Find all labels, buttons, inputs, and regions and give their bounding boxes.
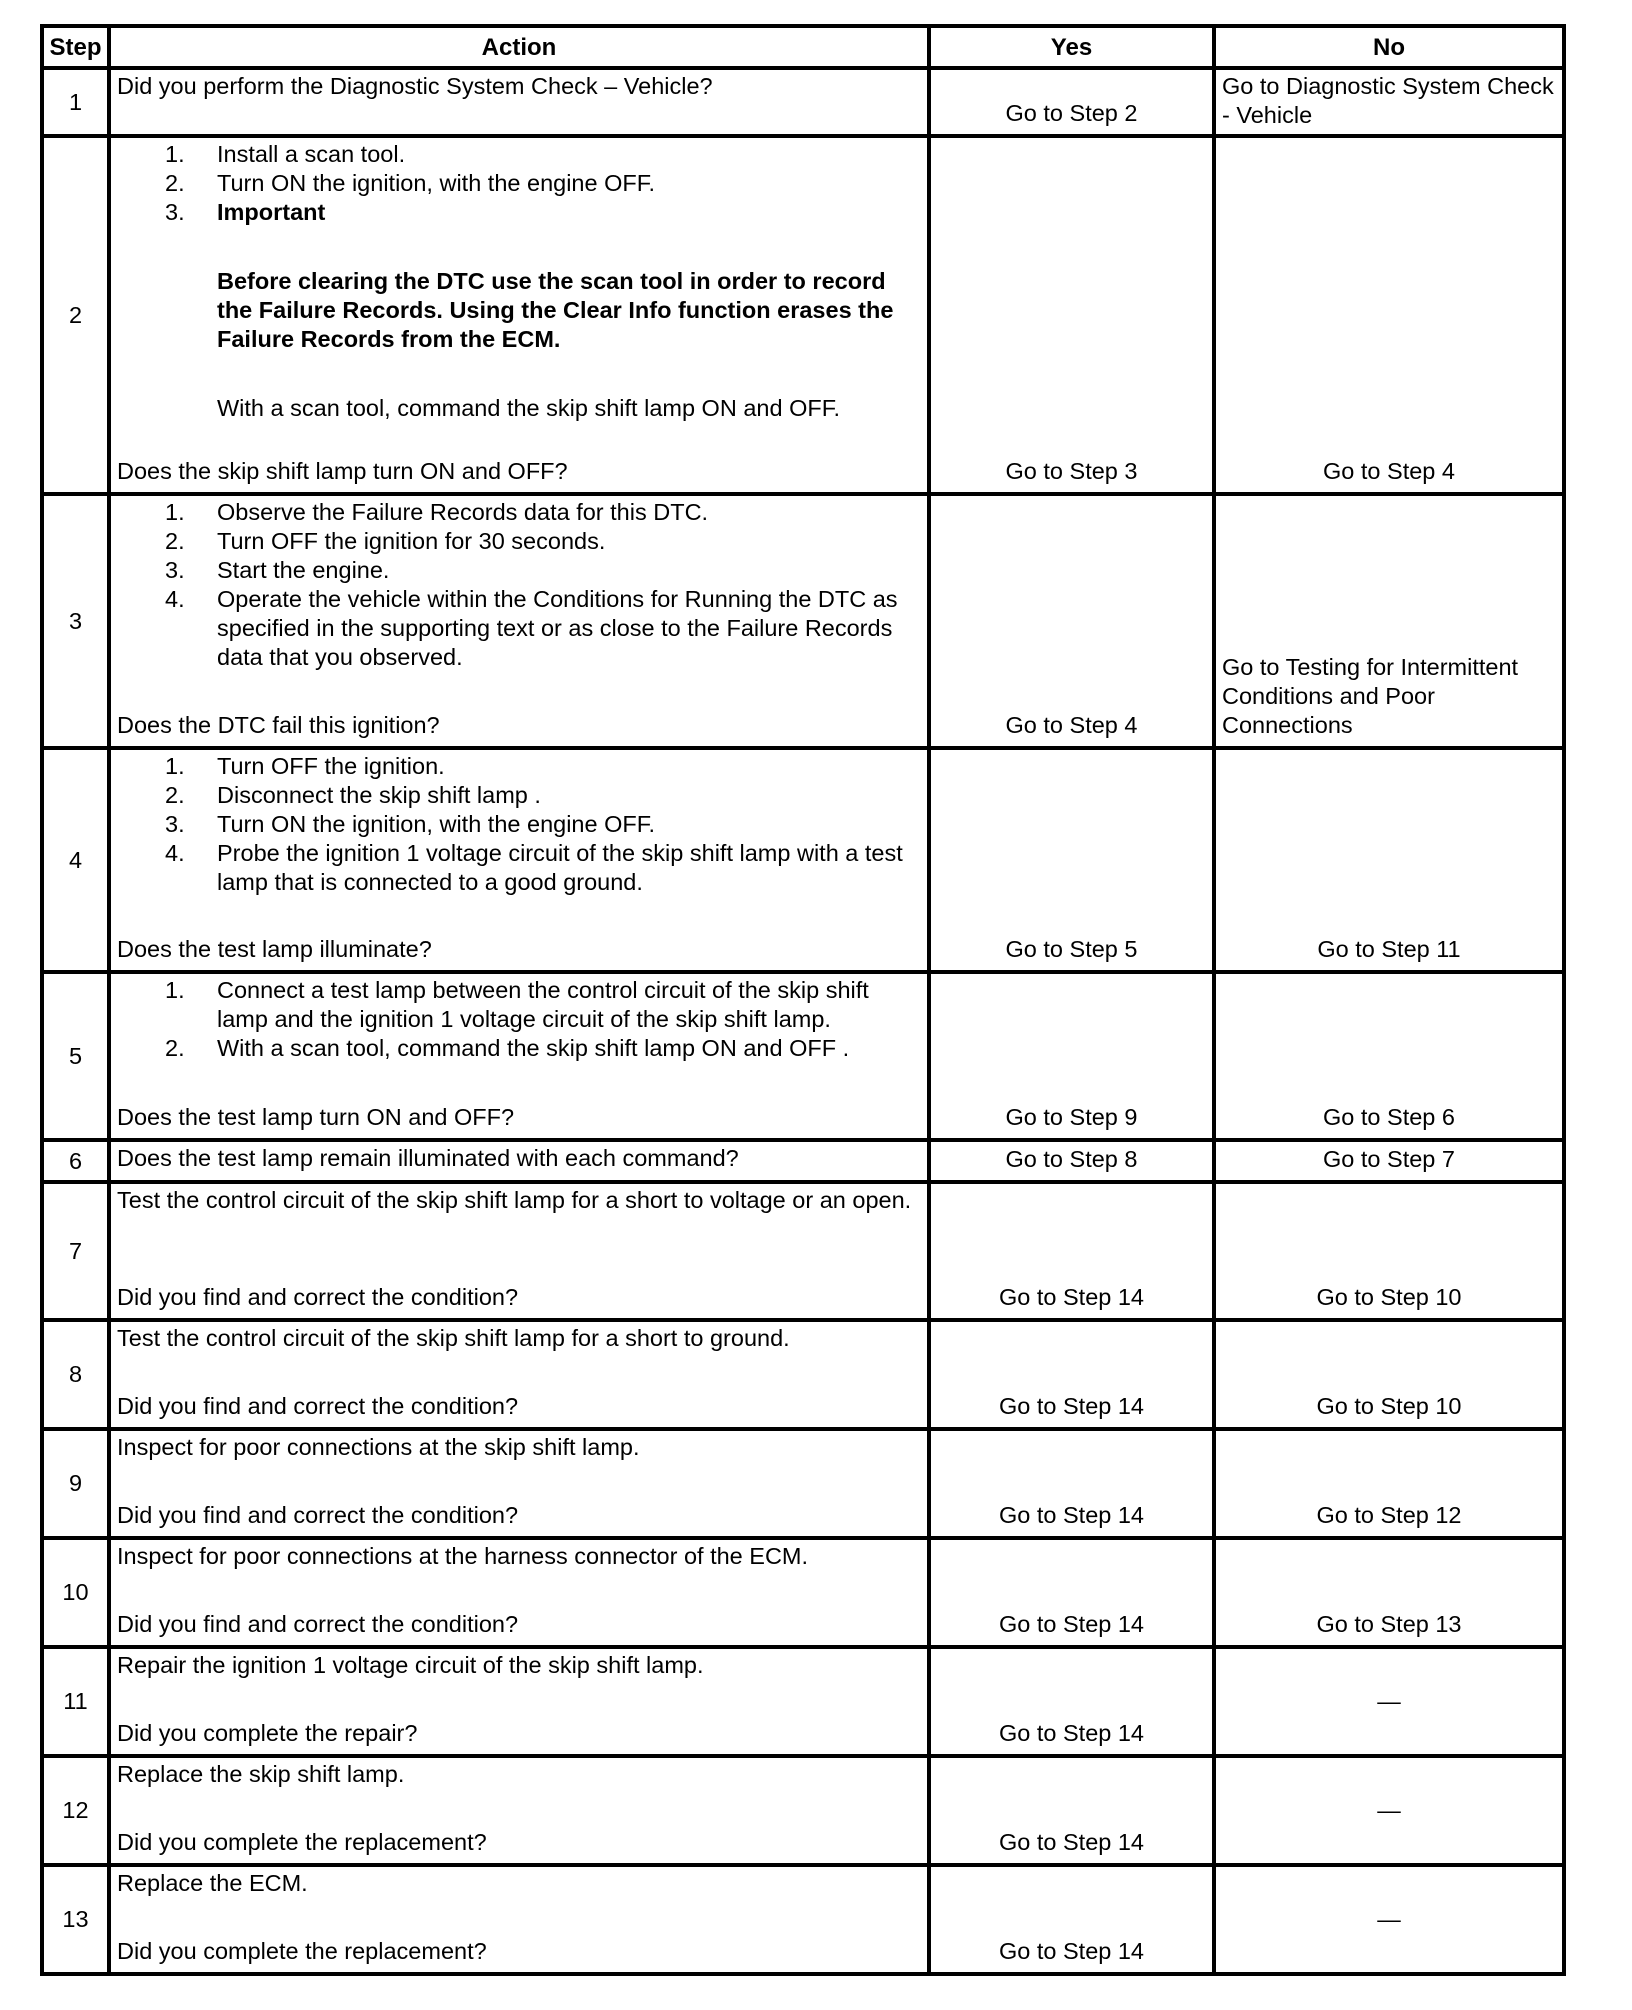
yes-outcome: Go to Step 14 [998, 1829, 1145, 1855]
step-number: 5 [42, 972, 109, 1140]
table-row [42, 68, 1564, 136]
yes-outcome: Go to Step 3 [1005, 458, 1138, 484]
step-number: 12 [42, 1756, 109, 1865]
no-outcome: Go to Step 12 [1316, 1502, 1462, 1528]
step-number: 6 [42, 1140, 109, 1182]
step-number: 1 [42, 68, 109, 136]
step-number: 8 [42, 1320, 109, 1429]
diagnostic-table [40, 24, 1566, 1976]
no-outcome: — [1377, 1797, 1401, 1823]
yes-outcome: Go to Step 14 [998, 1284, 1145, 1310]
yes-outcome: Go to Step 14 [998, 1393, 1145, 1419]
list-item: 1. Turn OFF the ignition. [165, 753, 445, 779]
no-outcome: Go to Step 10 [1316, 1284, 1462, 1310]
action-text: Replace the ECM. [117, 1870, 308, 1896]
question-text: Did you find and correct the condition? [117, 1502, 519, 1528]
list-item: 2. Turn ON the ignition, with the engine OFF. [165, 170, 656, 196]
yes-outcome: Go to Step 2 [1005, 100, 1138, 126]
action-list [117, 498, 921, 672]
list-item: 3. Start the engine. [165, 557, 390, 583]
no-outcome: Go to Step 4 [1323, 458, 1455, 484]
step-number: 13 [42, 1865, 109, 1974]
question-text: Did you complete the replacement? [117, 1938, 487, 1964]
question-text: Does the test lamp turn ON and OFF? [117, 1104, 515, 1130]
action-list [117, 752, 921, 897]
action-text: Test the control circuit of the skip shift lamp for a short to ground. [117, 1325, 790, 1351]
no-outcome: Go to Step 13 [1316, 1611, 1462, 1637]
table-row [42, 136, 1564, 494]
action-text: Did you perform the Diagnostic System Check – Vehicle? [117, 73, 713, 99]
header-row [42, 26, 1564, 68]
action-text: Test the control circuit of the skip shift lamp for a short to voltage or an open. [117, 1187, 912, 1213]
table-row [42, 1647, 1564, 1756]
list-item: 2. Disconnect the skip shift lamp . [165, 782, 541, 808]
no-outcome: — [1377, 1688, 1401, 1714]
yes-outcome: Go to Step 5 [1005, 936, 1138, 962]
yes-outcome: Go to Step 14 [998, 1502, 1145, 1528]
step-number: 4 [42, 748, 109, 972]
action-list [117, 976, 921, 1063]
header-action: Action [109, 26, 929, 68]
header-step: Step [42, 26, 109, 68]
step-number: 11 [42, 1647, 109, 1756]
list-item: 2. With a scan tool, command the skip shift lamp ON and OFF . [165, 1035, 850, 1061]
list-item: 4. Probe the ignition 1 voltage circuit of the skip shift lamp with a test lamp that is connected to a good ground. [165, 840, 903, 895]
no-outcome: Go to Diagnostic System Check - Vehicle [1222, 73, 1554, 128]
step-number: 7 [42, 1182, 109, 1320]
yes-outcome: Go to Step 14 [998, 1720, 1145, 1746]
no-outcome: Go to Step 6 [1323, 1104, 1455, 1130]
sub-instruction: With a scan tool, command the skip shift lamp ON and OFF. [217, 395, 840, 421]
action-text: Replace the skip shift lamp. [117, 1761, 405, 1787]
no-outcome: — [1377, 1906, 1401, 1932]
question-text: Did you find and correct the condition? [117, 1611, 519, 1637]
important-note: Before clearing the DTC use the scan tool in order to record the Failure Records. Using the Clear Info function erases the Failure Records from the ECM. [217, 268, 894, 352]
list-item: 1. Connect a test lamp between the control circuit of the skip shift lamp and the ignition 1 voltage circuit of the skip shift lamp. [165, 977, 869, 1032]
question-text: Did you find and correct the condition? [117, 1393, 519, 1419]
table-row [42, 748, 1564, 972]
yes-outcome: Go to Step 14 [998, 1938, 1145, 1964]
list-item: 1. Observe the Failure Records data for this DTC. [165, 499, 709, 525]
yes-outcome: Go to Step 4 [1005, 712, 1138, 738]
action-text: Repair the ignition 1 voltage circuit of the skip shift lamp. [117, 1652, 704, 1678]
table-row [42, 1140, 1564, 1182]
table-row [42, 1538, 1564, 1647]
no-outcome: Go to Testing for Intermittent Conditions and Poor Connections [1222, 654, 1519, 738]
question-text: Did you find and correct the condition? [117, 1284, 519, 1310]
step-number: 3 [42, 494, 109, 748]
list-item: 3. Turn ON the ignition, with the engine OFF. [165, 811, 656, 837]
no-outcome: Go to Step 7 [1323, 1146, 1455, 1172]
question-text: Did you complete the replacement? [117, 1829, 487, 1855]
yes-outcome: Go to Step 8 [1005, 1146, 1138, 1172]
action-text: Inspect for poor connections at the harness connector of the ECM. [117, 1543, 809, 1569]
action-text: Inspect for poor connections at the skip shift lamp. [117, 1434, 640, 1460]
question-text: Does the test lamp illuminate? [117, 936, 432, 962]
table-row [42, 1182, 1564, 1320]
header-no: No [1214, 26, 1564, 68]
table-row [42, 494, 1564, 748]
list-item: 1. Install a scan tool. [165, 141, 406, 167]
yes-outcome: Go to Step 14 [998, 1611, 1145, 1637]
table-row [42, 972, 1564, 1140]
table-row [42, 1865, 1564, 1974]
no-outcome: Go to Step 11 [1317, 936, 1461, 962]
yes-outcome: Go to Step 9 [1005, 1104, 1138, 1130]
list-item: 4. Operate the vehicle within the Conditions for Running the DTC as specified in the supporting text or as close to the Failure Records data that you observed. [165, 586, 898, 670]
question-text: Did you complete the repair? [117, 1720, 418, 1746]
action-list [117, 140, 921, 423]
step-number: 2 [42, 136, 109, 494]
table-row [42, 1756, 1564, 1865]
no-outcome: Go to Step 10 [1316, 1393, 1462, 1419]
table-row [42, 1429, 1564, 1538]
question-text: Does the DTC fail this ignition? [117, 712, 440, 738]
question-text: Does the skip shift lamp turn ON and OFF? [117, 458, 568, 484]
list-item: 3. Important Before clearing the DTC use the scan tool in order to record the Failure Records. Using the Clear Info function erases the Failure Records from the ECM. With a scan tool, command the skip shift lamp ON and OFF. [117, 198, 921, 423]
list-item: 2. Turn OFF the ignition for 30 seconds. [165, 528, 606, 554]
table-row [42, 1320, 1564, 1429]
step-number: 10 [42, 1538, 109, 1647]
header-yes: Yes [929, 26, 1214, 68]
action-text: Does the test lamp remain illuminated with each command? [117, 1145, 739, 1171]
step-number: 9 [42, 1429, 109, 1538]
